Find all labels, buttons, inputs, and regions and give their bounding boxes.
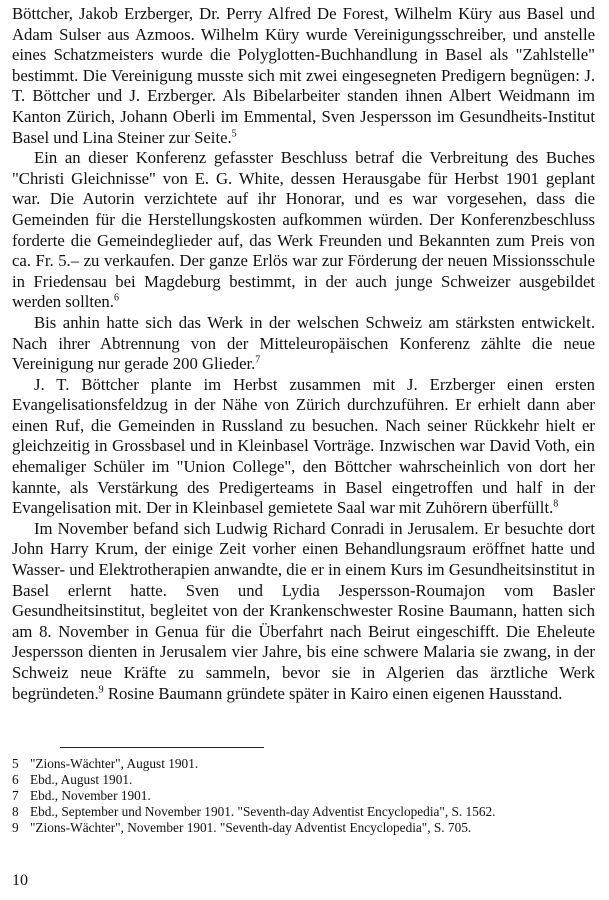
paragraph: Ein an dieser Konferenz gefasster Beschluss betraf die Verbreitung des Buches "Christi Gleichnisse" von E. G. White, dessen Herausgabe für Herbst 1901 geplant war. Die Autorin verzichtete auf ihr Honorar, und es war vorgesehen, dass die Gemeinden für die Herstellungskosten aufkommen würden. Der Konferenzbeschluss forderte die Gemeindeglieder auf, das Werk Freunden und Bekannten zum Preis von ca. Fr. 5.– zu verkaufen. Der ganze Erlös war zur Förderung der neuen Missionsschule in Friedensau bei Magdeburg bestimmt, in der auch junge Schweizer ausgebildet werden sollten.$^6$ (12, 148, 595, 312)
footnote: 7 Ebd., November 1901. (12, 788, 151, 803)
paragraph: Im November befand sich Ludwig Richard Conradi in Jerusalem. Er besuchte dort John Harry Krum, der einige Zeit vorher einen Behandlungsraum eröffnet hatte und Wasser- und Elektrotherapien anwandte, die er in einem Kurs im Gesundheitsinstitut in Basel erlernt hatte. Sven und Lydia Jespersson-Roumajon vom Basler Gesundheitsinstitut, begleitet von der Krankenschwester Rosine Baumann, hatten sich am 8. November in Genua für die Überfahrt nach Beirut eingeschifft. Die Eheleute Jespersson dienten in Jerusalem vier Jahre, bis eine schwere Malaria sie zwang, in der Schweiz neue Kräfte zu sammeln, bevor sie in Algerien das ärztliche Werk begründeten.$^9$ Rosine Baumann gründete später in Kairo einen eigenen Hausstand. (12, 518, 595, 703)
footnotes (12, 756, 595, 836)
paragraph: Böttcher, Jakob Erzberger, Dr. Perry Alfred De Forest, Wilhelm Küry aus Basel und Adam Sulser aus Azmoos. Wilhelm Küry wurde Vereinigungsschreiber, und anstelle eines Schatzmeisters wurde die Polyglotten-Buchhandlung in Basel als "Zahlstelle" bestimmt. Die Vereinigung musste sich mit zwei eingesegneten Predigern begnügen: J. T. Böttcher und J. Erzberger. Als Bibelarbeiter standen ihnen Albert Weidmann im Kanton Zürich, Johann Oberli im Emmental, Sven Jespersson im Gesundheits-Institut Basel und Lina Steiner zur Seite.$^5$ (12, 4, 595, 147)
footnote: 6 Ebd., August 1901. (12, 772, 133, 787)
page (12, 4, 595, 889)
footnote: 9 "Zions-Wächter", November 1901. "Seventh-day Adventist Encyclopedia", S. 705. (12, 820, 472, 835)
paragraph: Bis anhin hatte sich das Werk in der welschen Schweiz am stärksten entwickelt. Nach ihrer Abtrennung von der Mitteleuropäischen Konferenz zählte die neue Vereinigung nur gerade 200 Glieder.$^7$ (12, 312, 595, 374)
footnote-ref: 7 (255, 354, 261, 366)
footnote-ref: 6 (113, 292, 119, 304)
footnote: 5 "Zions-Wächter", August 1901. (12, 756, 199, 771)
page-number: 10 (12, 872, 28, 889)
footnote-divider (60, 747, 264, 748)
footnote-ref: 9 (98, 684, 104, 696)
paragraph: J. T. Böttcher plante im Herbst zusammen mit J. Erzberger einen ersten Evangelisationsfeldzug in der Nähe von Zürich durchzuführen. Er erhielt dann aber einen Ruf, die Gemeinden in Russland zu besuchen. Nach seiner Rückkehr hielt er gleichzeitig in Grossbasel und in Kleinbasel Vorträge. Inzwischen war David Voth, ein ehemaliger Schüler im "Union College", den Böttcher wahrscheinlich von dort her kannte, als Verstärkung des Predigerteams in Basel eingetroffen und half in der Evangelisation mit. Der in Kleinbasel gemietete Saal war mit Zuhörern überfüllt.$^8$ (12, 374, 595, 518)
footnote-ref: 8 (553, 498, 559, 510)
footnote: 8 Ebd., September und November 1901. "Seventh-day Adventist Encyclopedia", S. 1562. (12, 804, 496, 819)
body-text (12, 4, 595, 704)
footnote-ref: 5 (231, 128, 237, 139)
